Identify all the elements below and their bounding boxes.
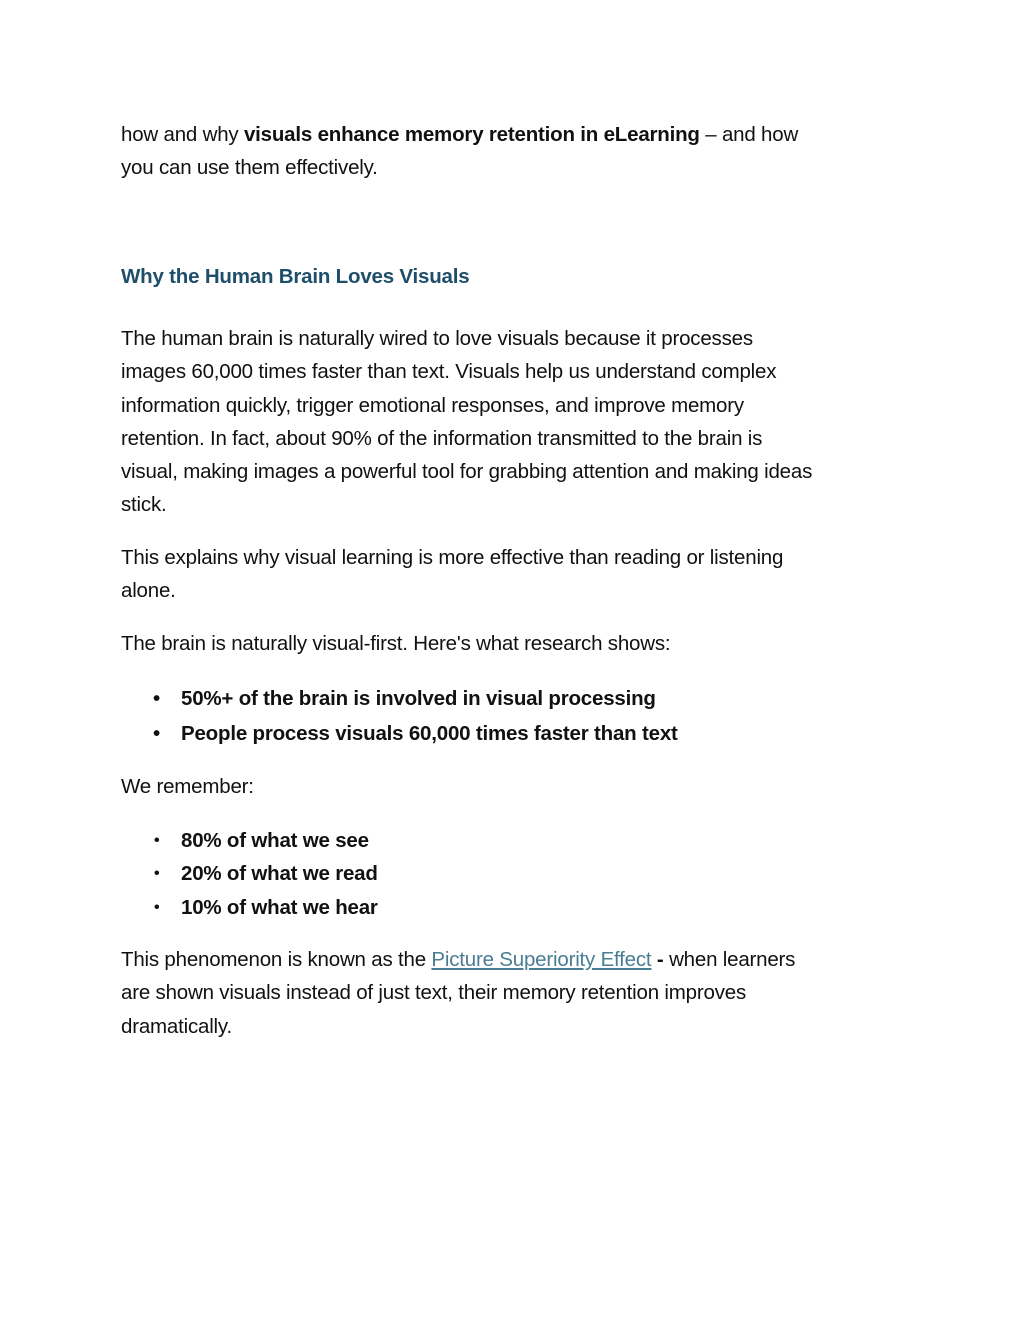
- list-item: [121, 716, 911, 751]
- paragraph-visual-first: [121, 627, 911, 660]
- list-item-text: People process visuals 60,000 times faster than text: [181, 722, 678, 745]
- research-points-list: [121, 681, 911, 751]
- section-heading: Why the Human Brain Loves Visuals: [121, 265, 470, 288]
- list-item: [121, 891, 911, 924]
- bullet-icon: •: [153, 687, 160, 710]
- intro-suffix: – and how: [699, 123, 799, 146]
- list-item: [121, 824, 911, 857]
- paragraph-line: We remember:: [121, 775, 254, 798]
- closing-line-1: [121, 943, 911, 976]
- bullet-icon: •: [154, 865, 160, 883]
- paragraph-line: retention. In fact, about 90% of the information transmitted to the brain is: [121, 426, 763, 450]
- paragraph-visual-learning: [121, 541, 911, 608]
- intro-paragraph: [121, 118, 911, 185]
- list-item-text: 20% of what we read: [181, 862, 378, 886]
- bullet-icon: •: [154, 832, 160, 849]
- remember-points-list: [121, 824, 911, 924]
- bullet-icon: •: [154, 898, 160, 916]
- paragraph-brain-wired: [121, 322, 911, 522]
- intro-prefix: how and why: [121, 123, 244, 146]
- closing-dash: -: [651, 948, 670, 971]
- paragraph-line: images 60,000 times faster than text. Visuals help us understand complex: [121, 360, 777, 384]
- closing-suffix: when learners: [669, 948, 796, 971]
- list-item: [121, 681, 911, 716]
- paragraph-line: alone.: [121, 579, 176, 603]
- remember-label: [121, 770, 911, 803]
- paragraph-line: The human brain is naturally wired to love visuals because it processes: [121, 327, 753, 350]
- intro-bold-phrase: visuals enhance memory retention in eLearning: [243, 123, 700, 146]
- closing-paragraph: [121, 943, 911, 1043]
- paragraph-line: stick.: [121, 493, 167, 517]
- bullet-icon: •: [153, 722, 160, 745]
- list-item-text: 10% of what we hear: [181, 895, 378, 919]
- intro-line-2: you can use them effectively.: [121, 156, 378, 180]
- paragraph-line: information quickly, trigger emotional responses, and improve memory: [121, 393, 744, 417]
- paragraph-line: The brain is naturally visual-first. Here's what research shows:: [121, 632, 671, 655]
- list-item-text: 80% of what we see: [181, 829, 369, 852]
- closing-line-3: dramatically.: [121, 1014, 232, 1038]
- paragraph-line: visual, making images a powerful tool for grabbing attention and making ideas: [121, 460, 813, 484]
- list-item: [121, 857, 911, 890]
- closing-prefix: This phenomenon is known as the: [121, 948, 432, 971]
- picture-superiority-effect-link[interactable]: Picture Superiority Effect: [431, 948, 652, 971]
- list-item-text: 50%+ of the brain is involved in visual processing: [181, 687, 656, 710]
- intro-line-1: [121, 118, 911, 151]
- paragraph-line: This explains why visual learning is more effective than reading or listening: [121, 546, 784, 569]
- closing-line-2: are shown visuals instead of just text, their memory retention improves: [121, 981, 746, 1005]
